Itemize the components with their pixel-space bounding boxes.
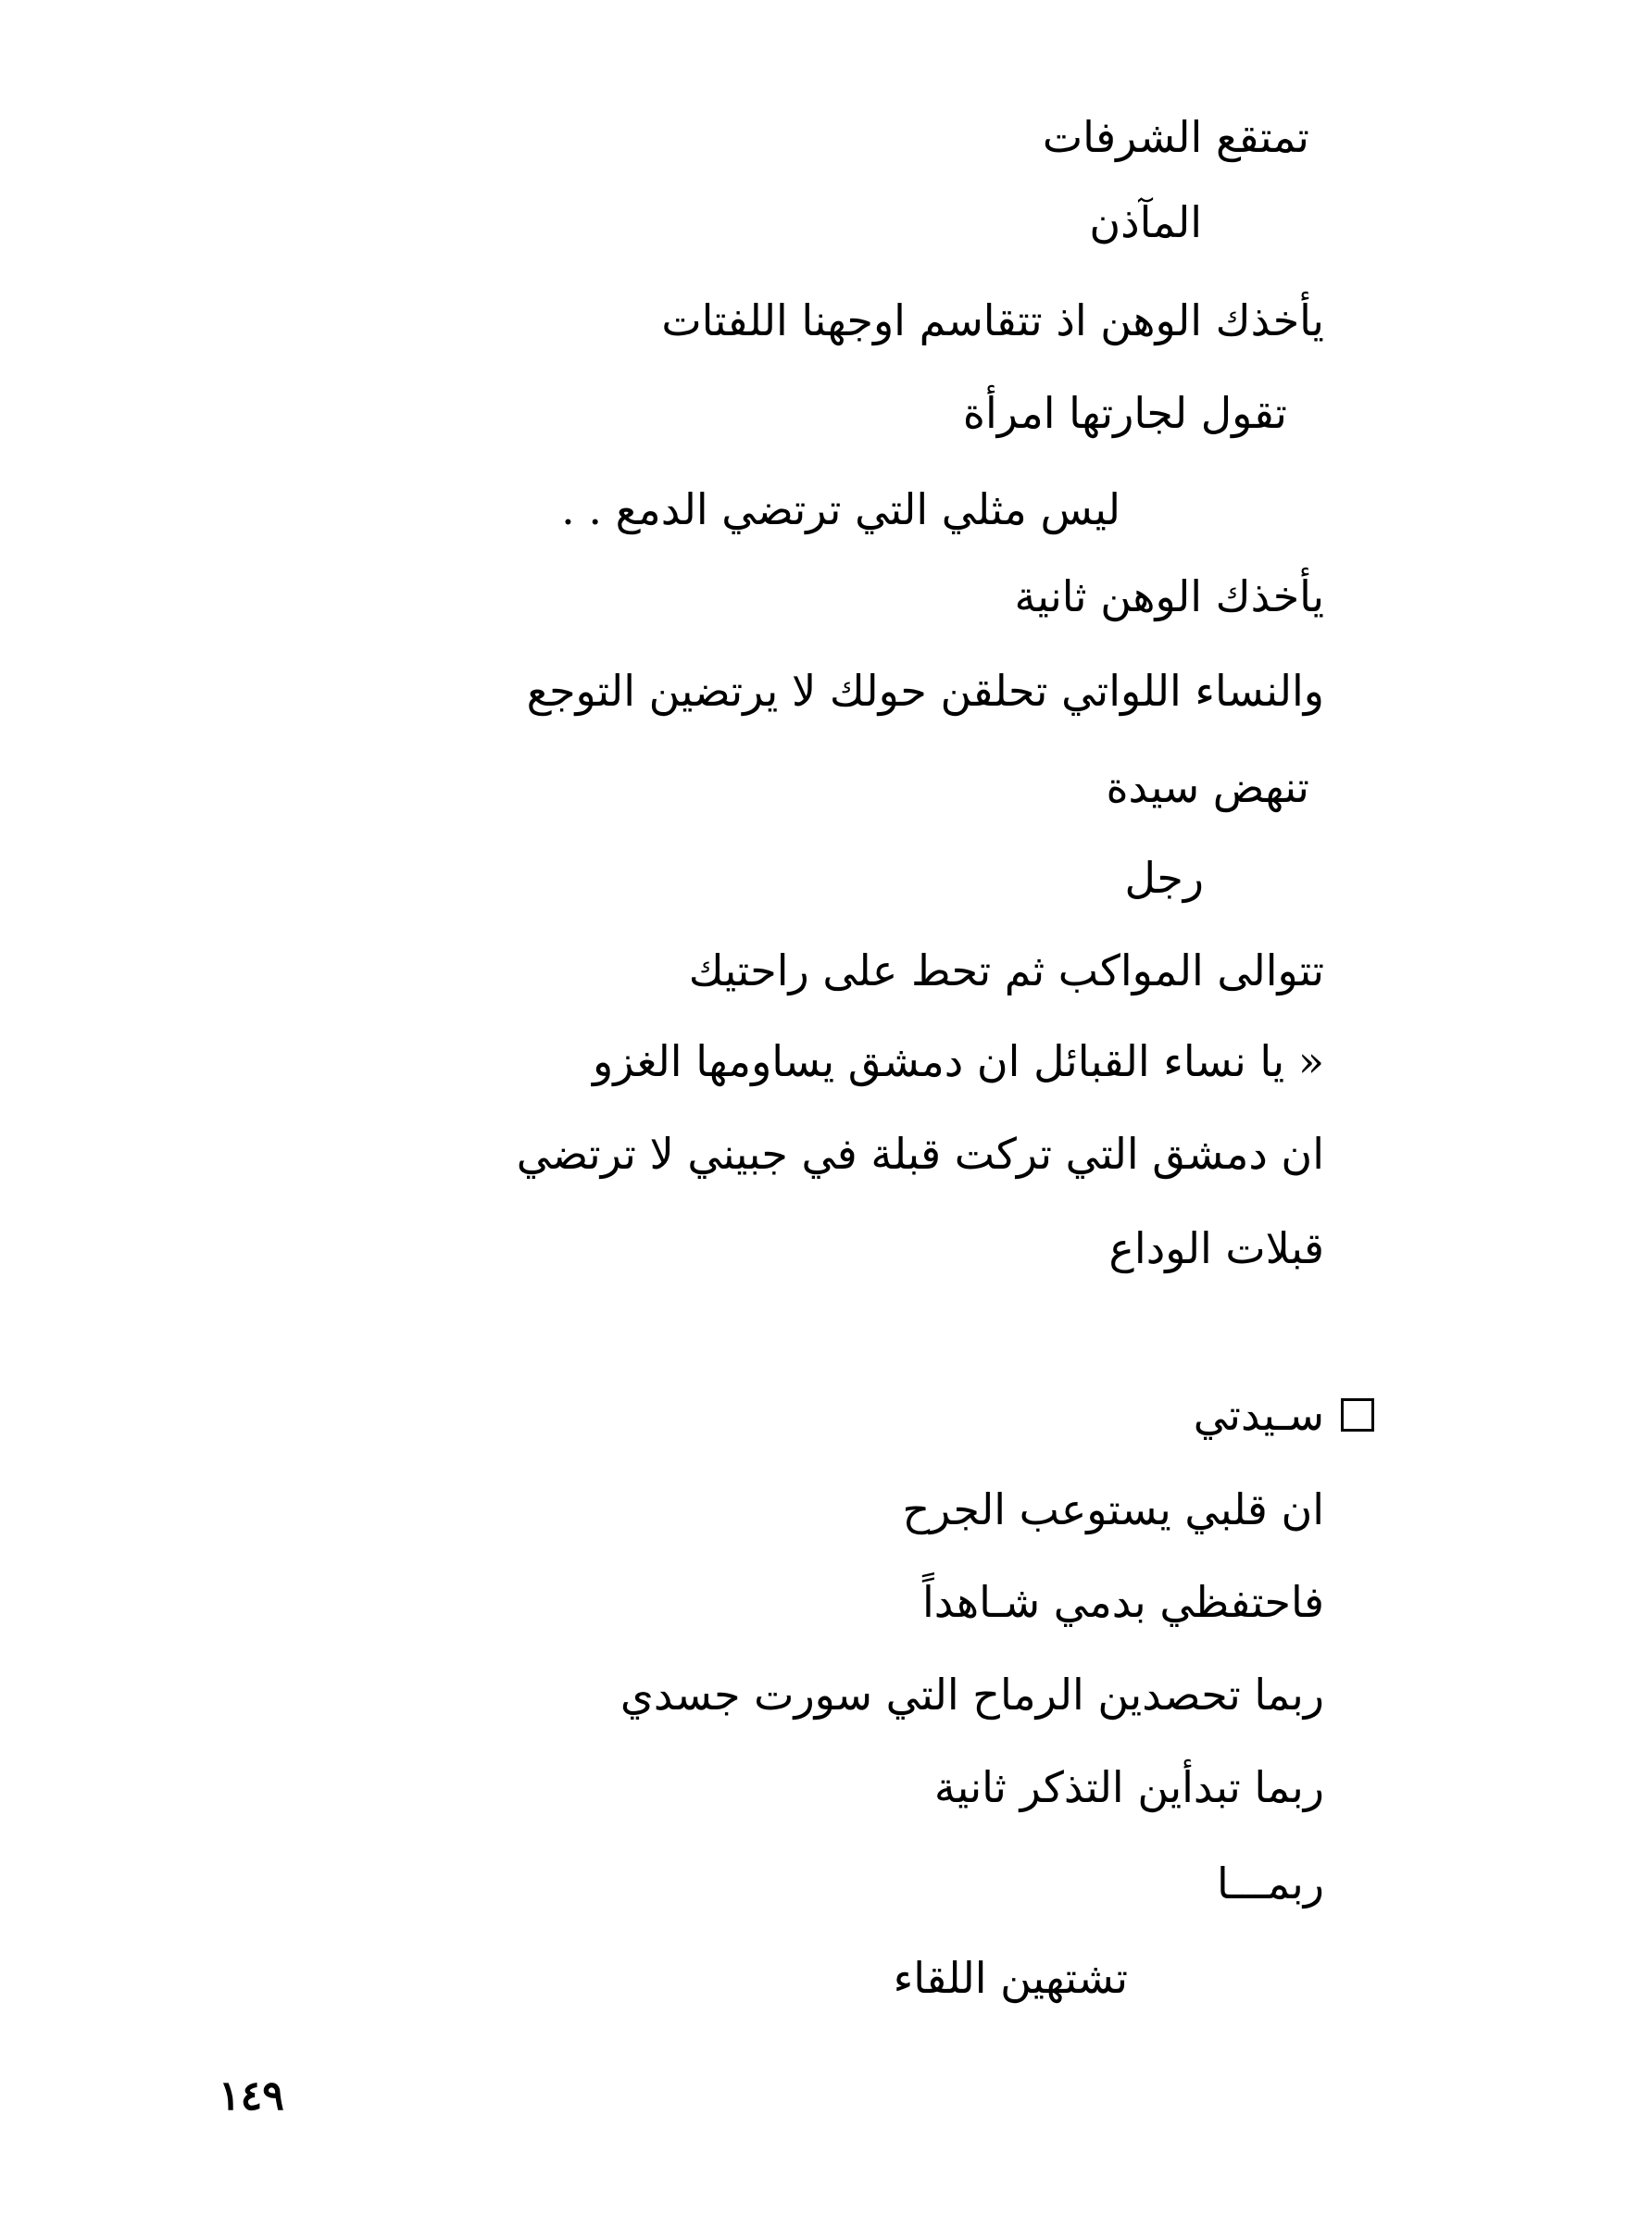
poem-line: ان قلبي يستوعب الجرح <box>902 1484 1324 1534</box>
poem-line: « يا نساء القبائل ان دمشق يساومها الغزو <box>593 1036 1324 1086</box>
poem-line: تمتقع الشرفات <box>1042 112 1309 162</box>
page-number: ١٤٩ <box>219 2072 284 2120</box>
poem-line: ان دمشق التي تركت قبلة في جبيني لا ترتضي <box>516 1129 1324 1179</box>
poem-line: تتوالى المواكب ثم تحط على راحتيك <box>688 945 1324 995</box>
poem-line: سـيدتي <box>1193 1390 1324 1440</box>
poem-line: والنساء اللواتي تحلقن حولك لا يرتضين التوجع <box>526 666 1324 716</box>
poem-line: ربما تحصدين الرماح التي سورت جسدي <box>620 1670 1324 1720</box>
poem-line: ربمـــا <box>1216 1858 1324 1908</box>
poem-line: المآذن <box>1089 197 1202 247</box>
poem-line: فاحتفظي بدمي شـاهداً <box>921 1577 1324 1627</box>
poem-line: ليس مثلي التي ترتضي الدمع . . <box>561 484 1120 534</box>
poem-line: تنهض سيدة <box>1106 762 1309 812</box>
poem-line: قبلات الوداع <box>1108 1223 1324 1273</box>
section-marker-square <box>1341 1398 1374 1432</box>
poem-line: تقول لجارتها امرأة <box>962 388 1287 438</box>
poem-line: يأخذك الوهن ثانية <box>1014 571 1324 621</box>
poem-line: رجل <box>1124 853 1204 903</box>
poem-line: ربما تبدأين التذكر ثانية <box>933 1762 1324 1812</box>
poem-line: تشتهين اللقاء <box>893 1953 1128 2003</box>
poem-line: يأخذك الوهن اذ تتقاسم اوجهنا اللفتات <box>661 295 1324 345</box>
